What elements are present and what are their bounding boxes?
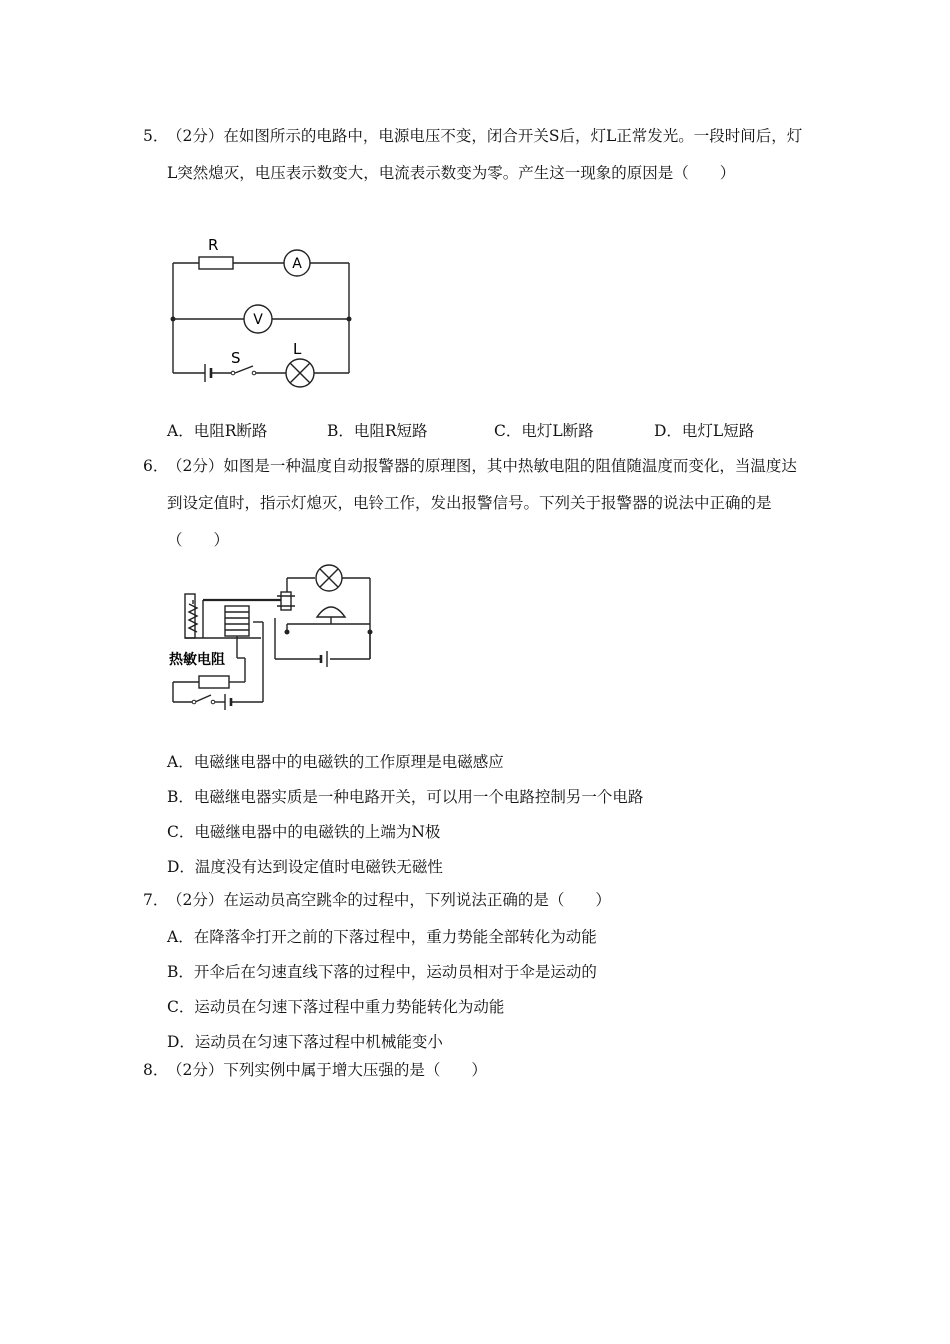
option-a: A．电磁继电器中的电磁铁的工作原理是电磁感应 (167, 753, 504, 771)
label-l: L (293, 340, 302, 358)
electromagnet-symbol (225, 606, 249, 636)
electric-bell-symbol (317, 607, 345, 617)
option-b: B．电磁继电器实质是一种电路开关，可以用一个电路控制另一个电路 (167, 788, 644, 806)
question-number: 7． (143, 891, 169, 909)
spring-symbol (189, 604, 197, 632)
question-7 (143, 882, 808, 919)
label-thermistor: 热敏电阻 (169, 652, 225, 668)
label-s: S (231, 349, 241, 367)
option-c: C．电磁继电器中的电磁铁的上端为N极 (167, 823, 441, 841)
question-text: （2分）在如图所示的电路中，电源电压不变，闭合开关S后，灯L正常发光。一段时间后，灯L突然熄灭，电压表示数变大，电流表示数变为零。产生这一现象的原因是（ ） (167, 127, 803, 182)
resistor-r-symbol (199, 257, 233, 269)
question-text: （2分）如图是一种温度自动报警器的原理图，其中热敏电阻的阻值随温度而变化，当温度达到设定值时，指示灯熄灭，电铃工作，发出报警信号。下列关于报警器的说法中正确的是（ ） (167, 457, 797, 549)
switch-s-symbol (235, 366, 253, 373)
option-d: D．运动员在匀速下落过程中机械能变小 (167, 1033, 443, 1051)
alarm-circuit-diagram-q6 (165, 562, 380, 712)
question-text: （2分）下列实例中属于增大压强的是（ ） (167, 1061, 487, 1079)
question-text: （2分）在运动员高空跳伞的过程中，下列说法正确的是（ ） (167, 891, 611, 909)
option-b: B．开伞后在匀速直线下落的过程中，运动员相对于伞是运动的 (167, 963, 597, 981)
option-c: C．电灯L断路 (494, 422, 594, 440)
option-a: A．在降落伞打开之前的下落过程中，重力势能全部转化为动能 (167, 928, 597, 946)
thermistor-symbol (199, 676, 229, 688)
options-q5 (167, 421, 807, 441)
circuit-diagram-q5 (160, 232, 360, 392)
option-d: D．温度没有达到设定值时电磁铁无磁性 (167, 858, 443, 876)
option-d: D．电灯L短路 (654, 422, 755, 440)
question-5 (143, 118, 808, 192)
switch-symbol (195, 695, 211, 702)
label-a: A (292, 256, 302, 272)
option-b: B．电阻R短路 (327, 422, 428, 440)
question-6 (143, 448, 808, 559)
question-number: 5． (143, 127, 169, 145)
question-number: 6． (143, 457, 169, 475)
option-c: C．运动员在匀速下落过程中重力势能转化为动能 (167, 998, 505, 1016)
question-8 (143, 1052, 808, 1089)
label-v: V (253, 312, 263, 328)
option-a: A．电阻R断路 (167, 422, 268, 440)
label-r: R (208, 236, 219, 254)
question-number: 8． (143, 1061, 169, 1079)
